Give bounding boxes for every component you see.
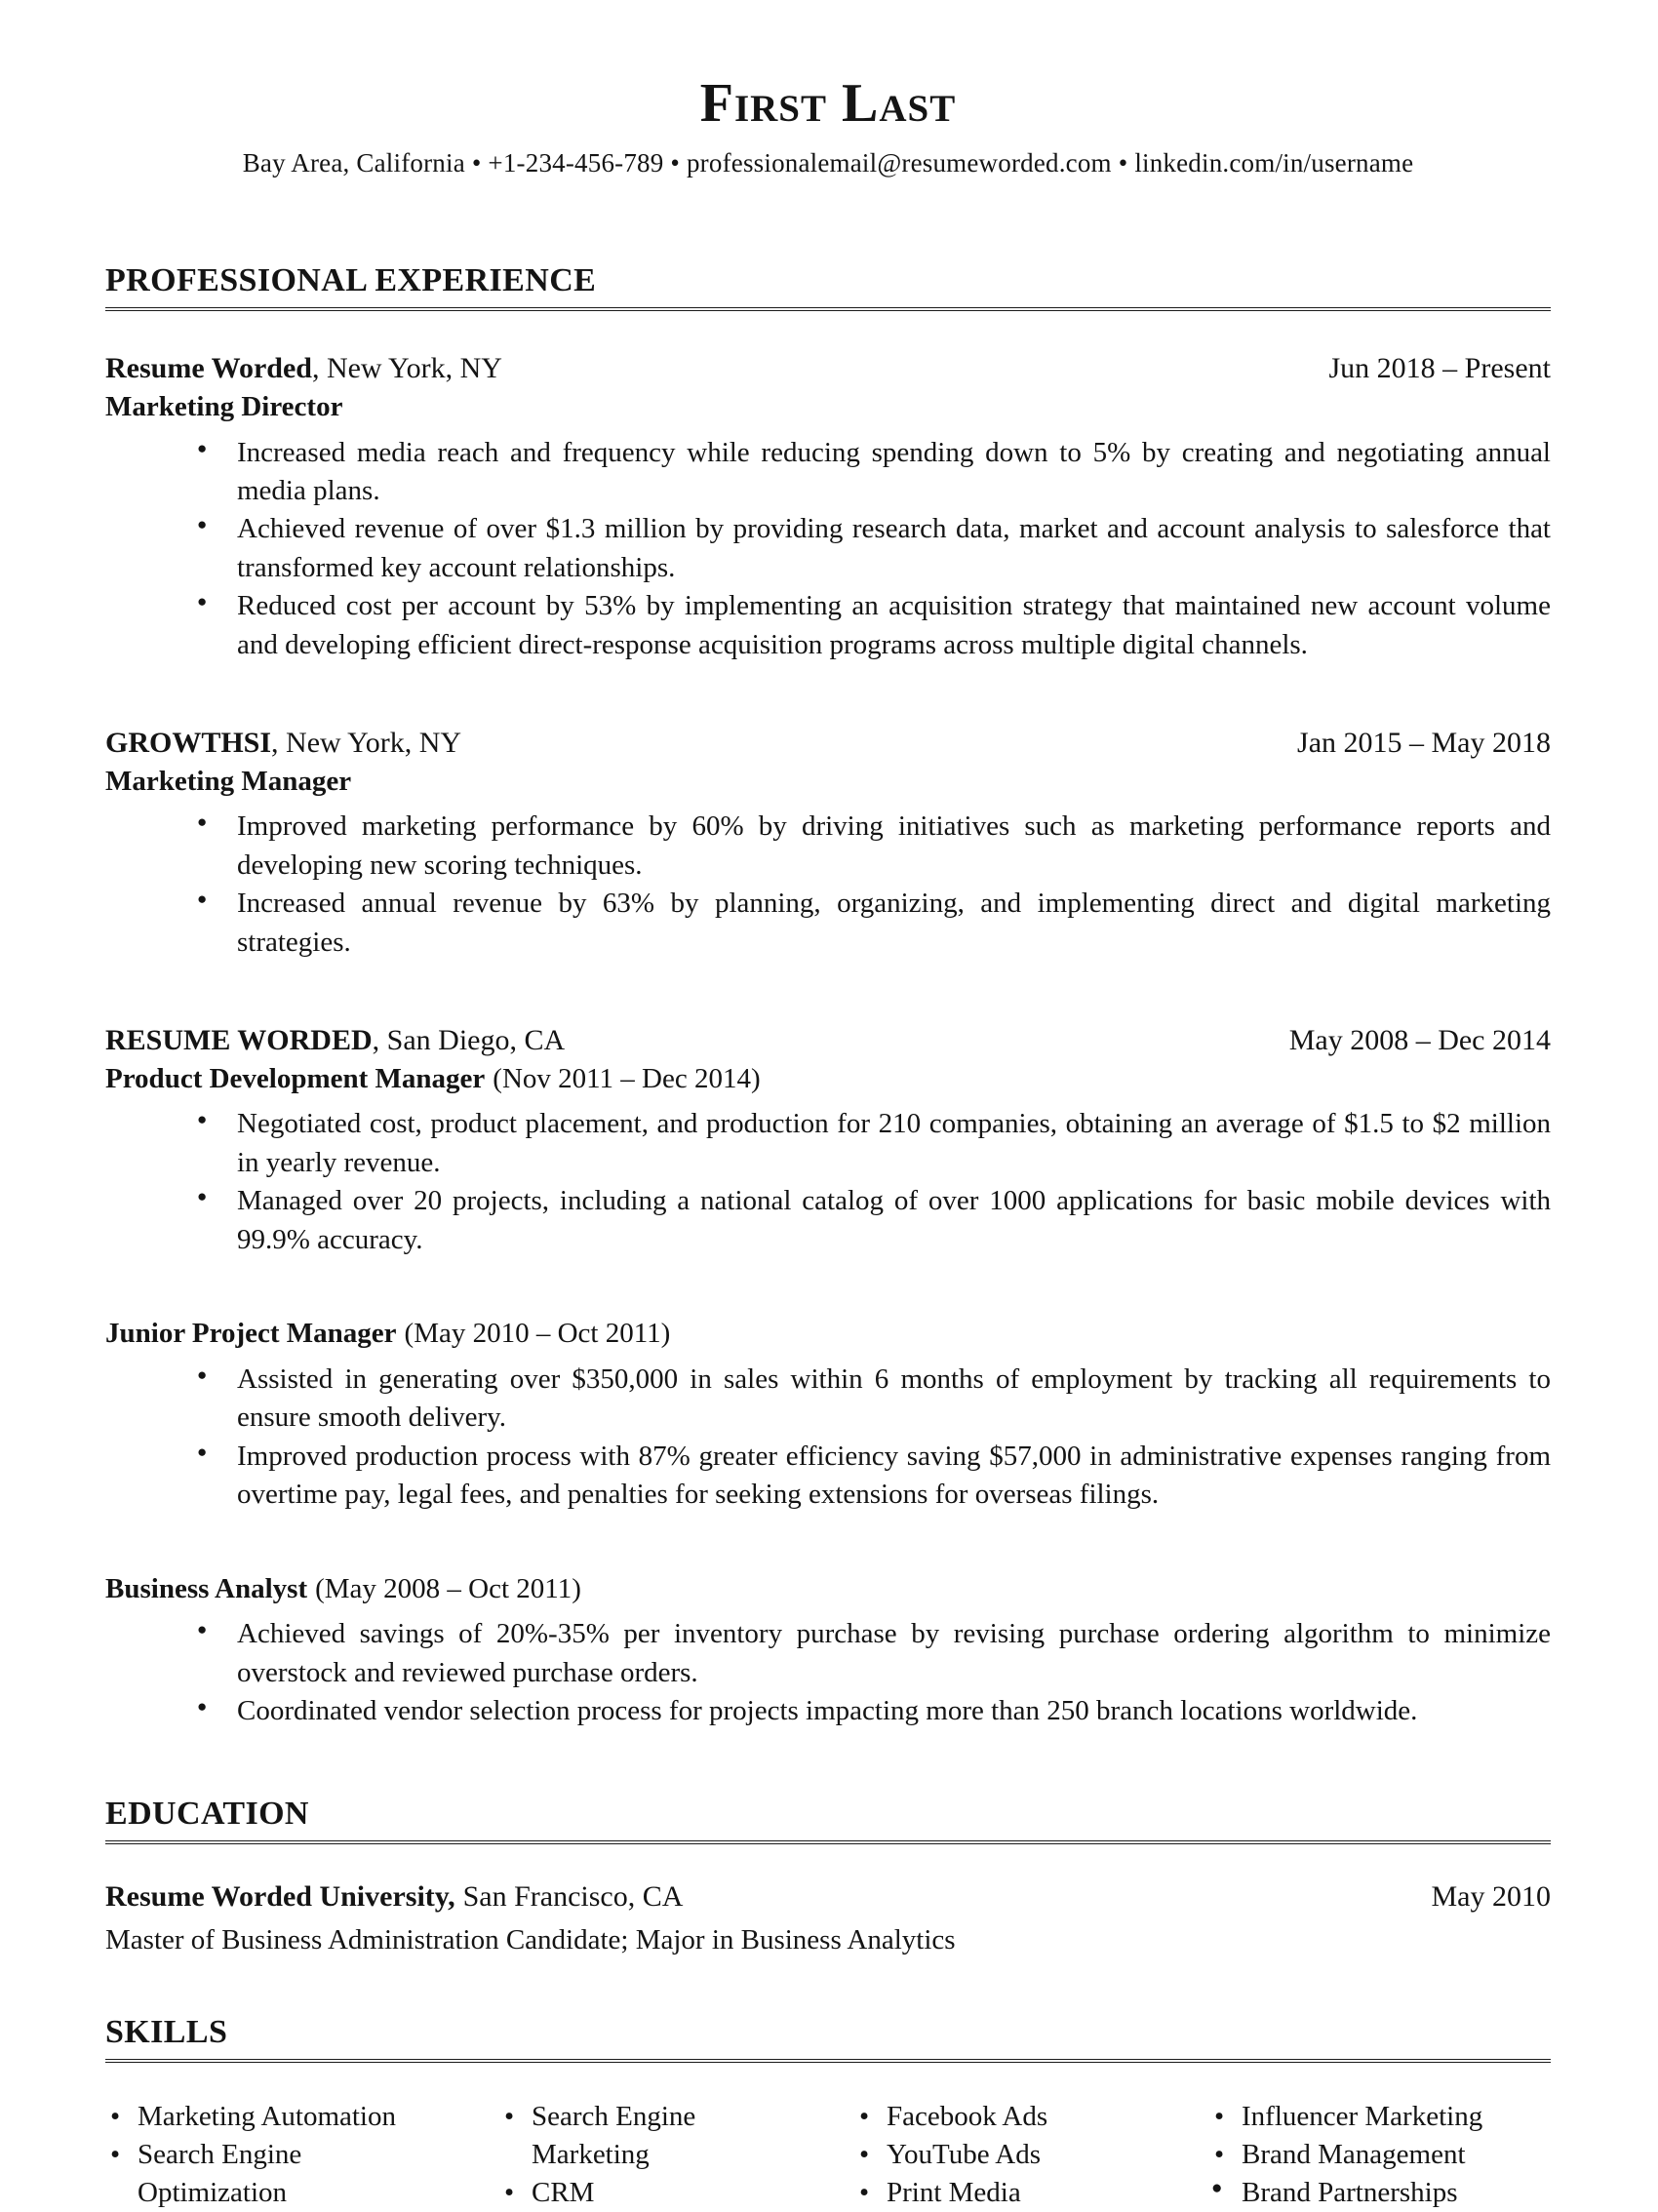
skill-column-2 <box>499 2098 854 2212</box>
bullet-icon: ● <box>197 1620 208 1639</box>
experience-bullet <box>105 1361 1551 1438</box>
skill-item <box>105 2098 499 2136</box>
role-title: Junior Project Manager <box>105 1318 397 1350</box>
bullet-icon: ● <box>197 1187 208 1206</box>
skill-label: Facebook Ads <box>887 2100 1048 2132</box>
bullet-text: Reduced cost per account by 53% by implementing an acquisition strategy that maintained new account volume and developing efficient direct-response acquisition programs across multiple digital channels. <box>237 590 1551 660</box>
degree-line: Master of Business Administration Candidate; Major in Business Analytics <box>105 1923 956 1955</box>
role-dates: (Nov 2011 – Dec 2014) <box>493 1062 761 1094</box>
role-title: Marketing Manager <box>105 765 352 797</box>
job-dates: Jan 2015 – May 2018 <box>1297 727 1551 760</box>
job-header <box>105 725 1551 762</box>
company-name: Resume Worded <box>105 352 312 385</box>
job-company-line <box>105 350 502 387</box>
section-heading-skills: SKILLS <box>105 2014 1551 2063</box>
experience-bullet <box>105 1438 1551 1515</box>
bullet-text: Achieved revenue of over $1.3 million by providing research data, market and account analysis to salesforce that transformed key account relationships. <box>237 513 1551 583</box>
bullet-list <box>105 808 1551 962</box>
bullet-icon: ● <box>197 515 208 534</box>
education-entry <box>105 1877 1551 1916</box>
skill-label: Brand Management <box>1242 2138 1466 2170</box>
role-title: Marketing Director <box>105 390 343 422</box>
candidate-name: First Last <box>699 73 957 134</box>
role-marketing-manager <box>105 764 1551 962</box>
skill-bullet-icon: • <box>504 2100 515 2132</box>
job-resume-worded-sd <box>105 1022 1551 1730</box>
bullet-icon: ● <box>197 438 208 457</box>
experience-bullet <box>105 434 1551 511</box>
skill-bullet-icon: • <box>504 2176 515 2208</box>
skill-item <box>1209 2098 1551 2136</box>
job-growthsi <box>105 725 1551 962</box>
bullet-icon: ● <box>197 1364 208 1384</box>
bullet-text: Coordinated vendor selection process for projects impacting more than 250 branch locations worldwide. <box>237 1695 1418 1727</box>
company-name: GROWTHSI <box>105 727 272 760</box>
bullet-text: Managed over 20 projects, including a national catalog of over 1000 applications for basic mobile devices with 99.9% accuracy. <box>237 1185 1551 1255</box>
role-product-development-manager <box>105 1061 1551 1259</box>
skill-label: Search Engine Marketing <box>532 2100 696 2170</box>
role-title-row <box>105 389 1551 426</box>
company-location: , New York, NY <box>271 727 462 760</box>
contact-line: Bay Area, California • +1-234-456-789 • professionalemail@resumeworded.com • linkedin.com/in/username <box>242 148 1414 178</box>
school-name: Resume Worded University, <box>105 1879 455 1913</box>
company-name: RESUME WORDED <box>105 1024 373 1057</box>
skill-label: YouTube Ads <box>887 2138 1041 2170</box>
role-title-row <box>105 764 1551 801</box>
job-header <box>105 350 1551 387</box>
skill-label: Marketing Automation <box>138 2100 396 2132</box>
bullet-list <box>105 1105 1551 1259</box>
role-title-row <box>105 1571 1551 1608</box>
role-title-row <box>105 1316 1551 1353</box>
company-location: , San Diego, CA <box>372 1024 566 1057</box>
bullet-list <box>105 1615 1551 1730</box>
bullet-text: Improved production process with 87% greater efficiency saving $57,000 in administrative expenses ranging from overtime pay, legal fees, and penalties for seeking extensions for overseas filings. <box>237 1440 1551 1511</box>
experience-bullet <box>105 1615 1551 1692</box>
experience-bullet <box>105 1182 1551 1259</box>
skill-bullet-icon: • <box>1214 2138 1225 2170</box>
experience-bullet <box>105 808 1551 885</box>
section-heading-experience: PROFESSIONAL EXPERIENCE <box>105 262 1551 311</box>
skill-item <box>499 2174 854 2212</box>
school-line <box>105 1877 683 1916</box>
skill-item <box>854 2174 1209 2212</box>
experience-bullet <box>105 510 1551 587</box>
skill-bullet-icon: • <box>859 2176 870 2208</box>
skill-bullet-icon: • <box>110 2138 121 2170</box>
role-dates: (May 2008 – Oct 2011) <box>315 1572 581 1604</box>
experience-bullet <box>105 1692 1551 1730</box>
job-company-line <box>105 725 461 762</box>
skill-bullet-icon: • <box>859 2138 870 2170</box>
experience-bullet <box>105 587 1551 664</box>
experience-bullet <box>105 1105 1551 1182</box>
role-marketing-director <box>105 389 1551 664</box>
skill-bullet-icon: • <box>1214 2100 1225 2132</box>
skill-column-1 <box>105 2098 499 2212</box>
bullet-icon: ● <box>197 1442 208 1461</box>
bullet-text: Increased media reach and frequency while reducing spending down to 5% by creating and negotiating annual media plans. <box>237 436 1551 507</box>
skill-label: CRM <box>532 2176 595 2208</box>
bullet-icon: ● <box>197 1110 208 1129</box>
role-dates: (May 2010 – Oct 2011) <box>404 1318 671 1350</box>
skill-bullet-icon: • <box>110 2100 121 2132</box>
skill-item <box>105 2136 499 2212</box>
role-junior-project-manager <box>105 1316 1551 1514</box>
job-dates: Jun 2018 – Present <box>1328 352 1551 385</box>
skill-bullet-icon: ● <box>1211 2177 1223 2198</box>
bullet-text: Improved marketing performance by 60% by driving initiatives such as marketing performance reports and developing new scoring techniques. <box>237 810 1551 881</box>
skills-grid <box>105 2098 1551 2212</box>
skill-item <box>499 2098 854 2174</box>
bullet-icon: ● <box>197 592 208 612</box>
bullet-list <box>105 434 1551 665</box>
bullet-text: Increased annual revenue by 63% by planning, organizing, and implementing direct and digital marketing strategies. <box>237 888 1551 958</box>
experience-bullet <box>105 885 1551 962</box>
bullet-icon: ● <box>197 889 208 909</box>
education-dates: May 2010 <box>1431 1879 1551 1913</box>
bullet-text: Achieved savings of 20%-35% per inventory purchase by revising purchase ordering algorithm to minimize overstock and reviewed purchase orders. <box>237 1618 1551 1688</box>
skill-item <box>854 2136 1209 2174</box>
job-company-line <box>105 1022 565 1059</box>
skill-bullet-icon: • <box>859 2100 870 2132</box>
skill-label: Search Engine Optimization <box>138 2138 302 2208</box>
bullet-text: Negotiated cost, product placement, and production for 210 companies, obtaining an average of $1.5 to $2 million in yearly revenue. <box>237 1108 1551 1178</box>
bullet-icon: ● <box>197 812 208 832</box>
job-dates: May 2008 – Dec 2014 <box>1288 1024 1551 1057</box>
skill-item <box>1209 2174 1551 2212</box>
job-header <box>105 1022 1551 1059</box>
skill-item <box>1209 2136 1551 2174</box>
role-business-analyst <box>105 1571 1551 1731</box>
role-title: Product Development Manager <box>105 1062 486 1094</box>
job-resume-worded-ny <box>105 350 1551 664</box>
section-heading-education: EDUCATION <box>105 1796 1551 1844</box>
role-title-row <box>105 1061 1551 1098</box>
skill-label: Influencer Marketing <box>1242 2100 1483 2132</box>
bullet-list <box>105 1361 1551 1515</box>
company-location: , New York, NY <box>311 352 502 385</box>
skill-item <box>854 2098 1209 2136</box>
skill-column-3 <box>854 2098 1209 2212</box>
school-location: San Francisco, CA <box>462 1879 684 1913</box>
skill-label: Print Media <box>887 2176 1021 2208</box>
role-title: Business Analyst <box>105 1572 308 1604</box>
bullet-text: Assisted in generating over $350,000 in sales within 6 months of employment by tracking all requirements to ensure smooth delivery. <box>237 1363 1551 1434</box>
skill-label: Brand Partnerships <box>1242 2176 1458 2208</box>
bullet-icon: ● <box>197 1697 208 1717</box>
skill-column-4 <box>1209 2098 1551 2212</box>
